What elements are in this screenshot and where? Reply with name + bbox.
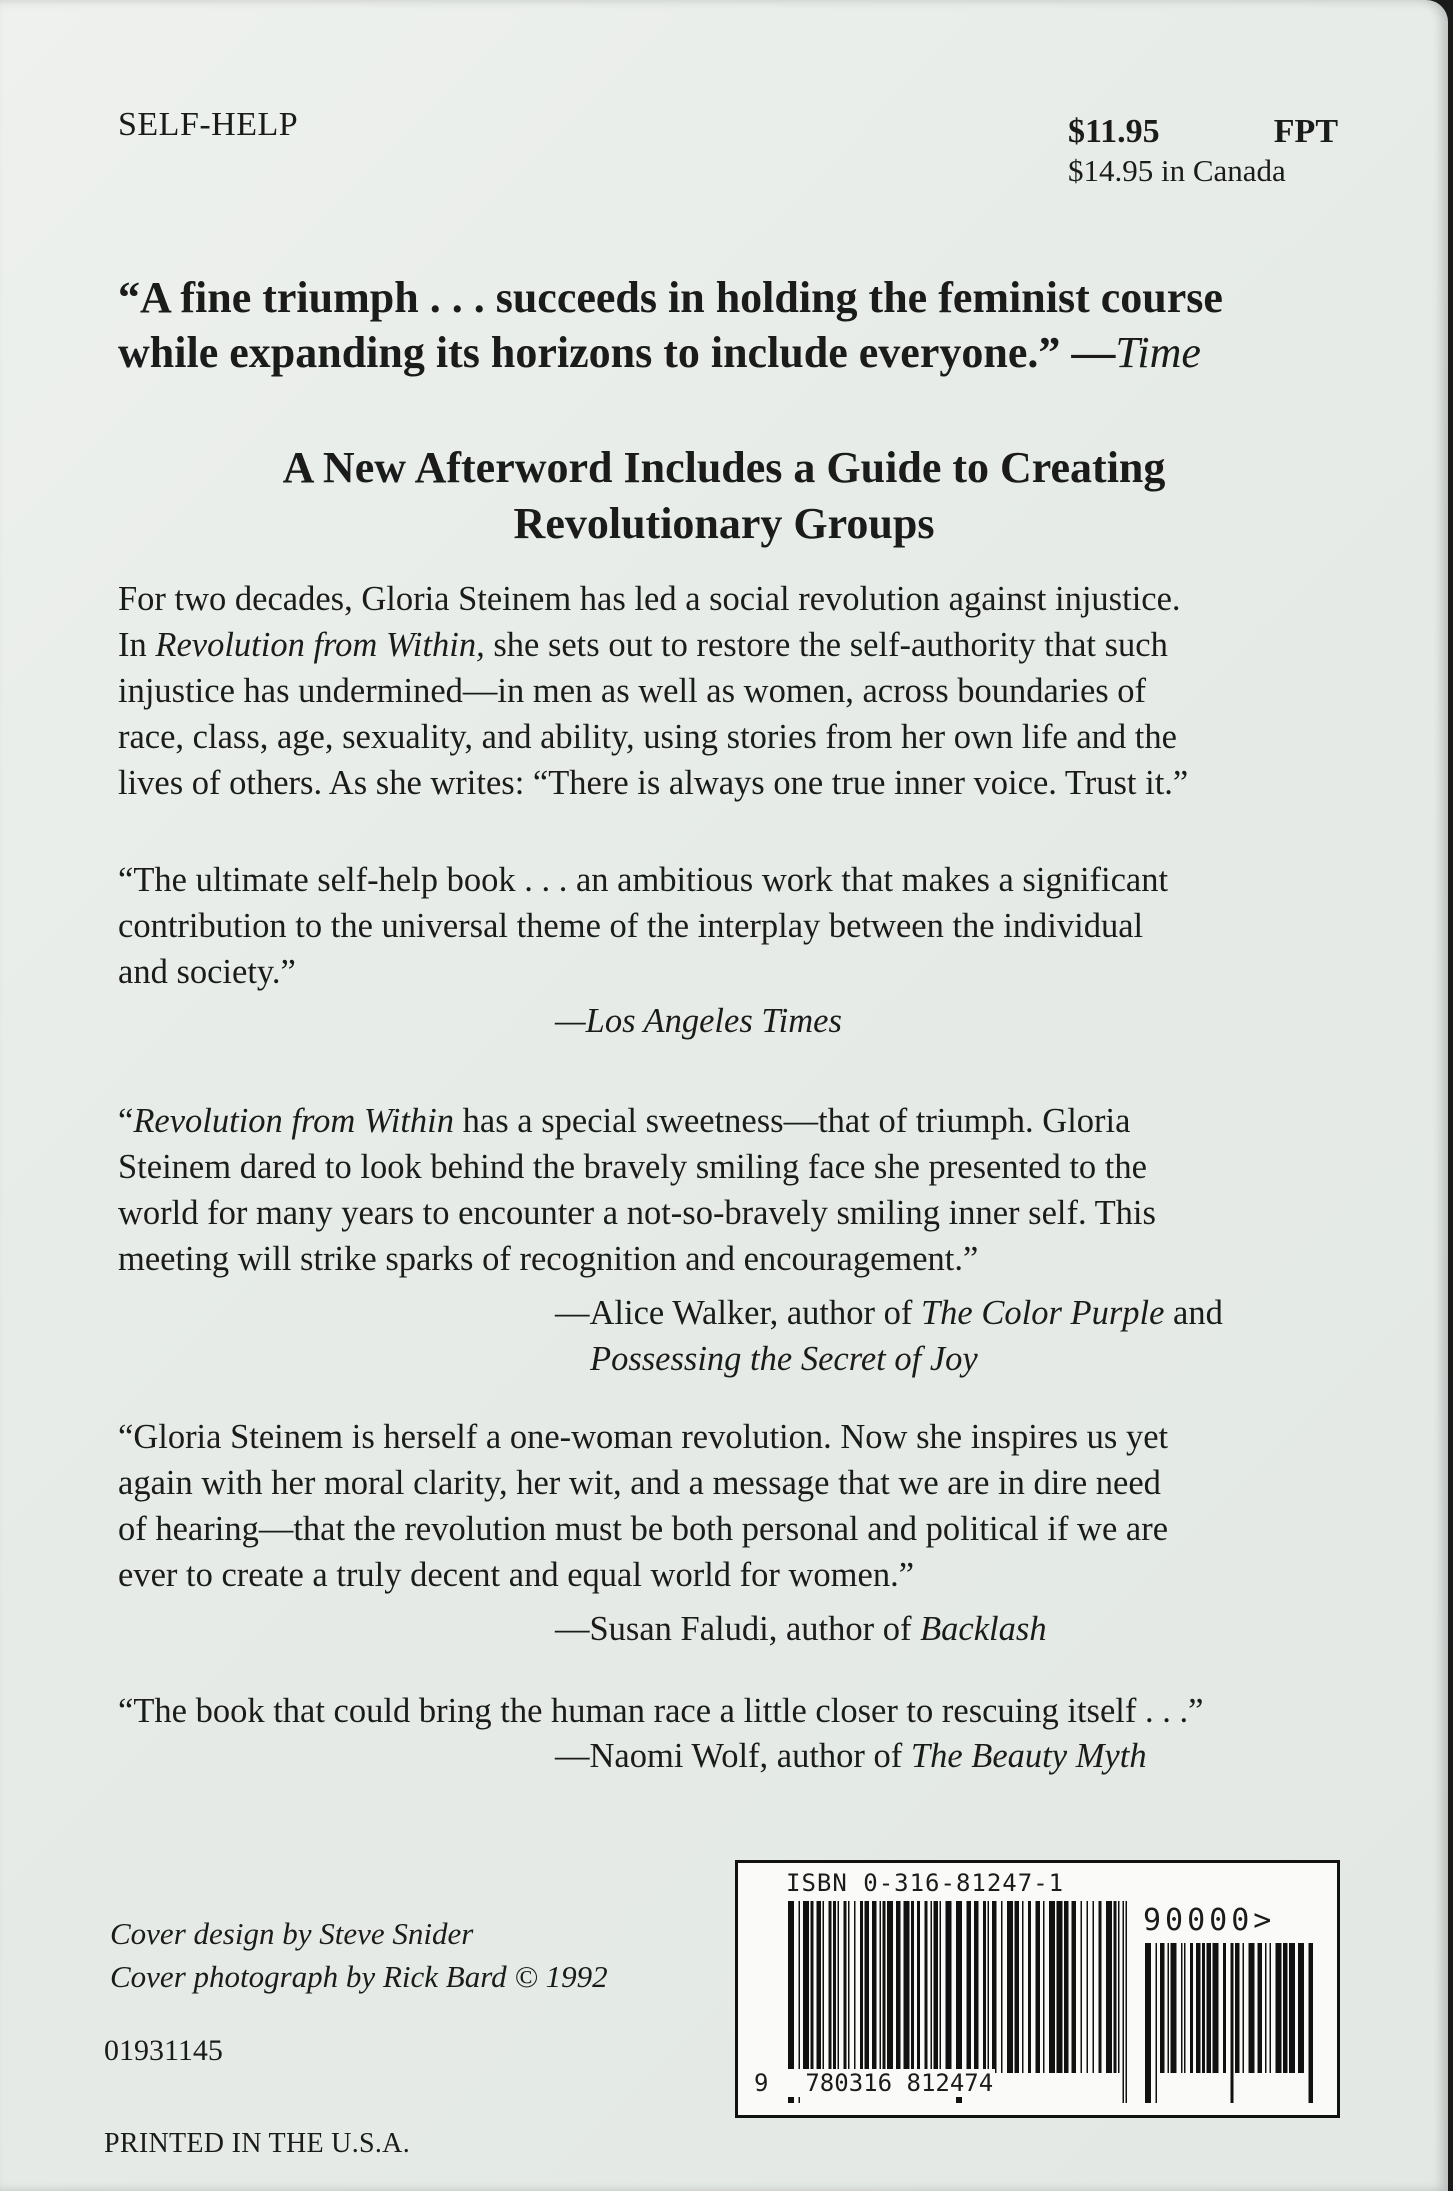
review-line: meeting will strike sparks of recognition and encouragement.” (118, 1240, 979, 1278)
barcode-bar (1145, 1943, 1151, 2103)
barcode-bar (1213, 1943, 1219, 2073)
description-line: race, class, age, sexuality, and ability, using stories from her own life and the (118, 718, 1177, 756)
barcode-bar (1258, 1943, 1263, 2073)
barcode-bar (1181, 1943, 1183, 2073)
barcode-bar (946, 1901, 952, 2073)
barcode-bar (887, 1901, 893, 2073)
barcode-bar (833, 1901, 836, 2073)
review-line: “The ultimate self-help book . . . an ambitious work that makes a significant (118, 861, 1169, 899)
barcode-bar (1289, 1943, 1295, 2073)
barcode-bar (848, 1901, 850, 2073)
format-code: FPT (1273, 113, 1338, 150)
review-alice-walker (118, 1098, 1348, 1282)
barcode-bar (1043, 1901, 1045, 2073)
barcode-bar (829, 1901, 832, 2073)
barcode-bar (934, 1901, 939, 2073)
barcode-bar (1156, 1943, 1158, 2103)
review-line: again with her moral clarity, her wit, and a message that we are in dire need (118, 1464, 1161, 1502)
book-title: The Beauty Myth (910, 1737, 1147, 1775)
barcode-bar (896, 1901, 901, 2073)
book-title: Revolution from Within (133, 1102, 455, 1140)
cover-credits (110, 1912, 608, 1998)
barcode-bar (1118, 1901, 1120, 2073)
barcode-bar (1231, 1943, 1234, 2103)
barcode-bar (1081, 1901, 1083, 2073)
barcode-bar (931, 1901, 933, 2073)
headline-quote-source: Time (1115, 328, 1201, 377)
barcode-bar (865, 1901, 870, 2073)
barcode-bar (1015, 1901, 1020, 2073)
barcode-bar (1202, 1943, 1205, 2073)
barcode-bar (1123, 1901, 1125, 2103)
book-title: Backlash (920, 1610, 1047, 1648)
isbn-label: ISBN 0-316-81247-1 (786, 1869, 1065, 1897)
review-line: and society.” (118, 953, 296, 991)
barcode-bar (883, 1901, 886, 2073)
headline-quote-line: while expanding its horizons to include everyone.” — (118, 328, 1116, 377)
barcode-bar (988, 1901, 990, 2073)
book-title: The Color Purple (920, 1294, 1165, 1332)
price-addon-code: 90000> (1143, 1903, 1276, 1938)
barcode-bar (983, 1901, 986, 2073)
description-text: she sets out to restore the self-authority that such (484, 626, 1168, 664)
description-text: In (118, 626, 156, 664)
barcode-bar (1114, 1901, 1117, 2073)
canada-price: $14.95 in Canada (1068, 153, 1286, 188)
price: $11.95 (1068, 113, 1160, 150)
ean-digits (752, 2069, 995, 2097)
book-title: Revolution from Within, (155, 626, 485, 664)
barcode-bar (854, 1901, 856, 2073)
barcode-bar (1235, 1943, 1240, 2073)
attribution-text: and (1164, 1294, 1223, 1332)
barcode-bar (940, 1901, 942, 2073)
barcode-bar (811, 1901, 814, 2073)
barcode-bar (1223, 1943, 1226, 2073)
barcode-bar (817, 1901, 822, 2073)
barcode-bar (1093, 1901, 1095, 2073)
description-line: lives of others. As she writes: “There is always one true inner voice. Trust it.” (118, 764, 1189, 802)
barcode-bar (1022, 1901, 1024, 2073)
barcode-bar (1265, 1943, 1267, 2073)
printed-in-label: PRINTED IN THE U.S.A. (104, 2128, 411, 2159)
barcode-bar (1099, 1901, 1102, 2073)
barcode-bar (1207, 1943, 1212, 2073)
barcode-bar (1126, 1901, 1128, 2103)
barcode-bar (1087, 1901, 1089, 2073)
cover-photo-credit: Cover photograph by Rick Bard © 1992 (110, 1959, 608, 1994)
barcode-bar (1057, 1901, 1063, 2073)
barcode-bar (1243, 1943, 1245, 2073)
description-line: injustice has undermined—in men as well as women, across boundaries of (118, 672, 1147, 710)
price-block (1068, 113, 1338, 189)
barcode-bar (860, 1901, 863, 2073)
category-label: SELF-HELP (118, 106, 299, 143)
barcode-bar (1007, 1901, 1013, 2073)
afterword-heading-line: A New Afterword Includes a Guide to Creating (282, 443, 1166, 492)
barcode-bar (872, 1901, 877, 2073)
review-line: “The book that could bring the human race a little closer to rescuing itself . . .” (118, 1692, 1204, 1730)
barcode-bar (911, 1901, 914, 2073)
review-attribution (555, 1606, 1047, 1652)
barcode-bar (880, 1901, 882, 2073)
barcode-bar (838, 1901, 840, 2073)
barcode-bar (904, 1901, 910, 2073)
barcode-bar (1036, 1901, 1041, 2073)
review-naomi-wolf (118, 1688, 1348, 1734)
review-susan-faludi (118, 1414, 1348, 1598)
afterword-heading (0, 440, 1448, 552)
review-line: world for many years to encounter a not-so-bravely smiling inner self. This (118, 1194, 1156, 1232)
barcode-bar (844, 1901, 847, 2073)
barcode-bar (1064, 1901, 1069, 2073)
ean-remaining-digits: 780316 812474 (805, 2069, 994, 2097)
description-paragraph (118, 576, 1348, 806)
barcode-bar (1171, 1943, 1177, 2073)
review-line: Steinem dared to look behind the bravely smiling face she presented to the (118, 1148, 1147, 1186)
barcode-bar (1184, 1943, 1186, 2073)
barcode-bar (1283, 1943, 1288, 2073)
barcode-bar (1270, 1943, 1272, 2073)
review-line: of hearing—that the revolution must be both personal and political if we are (118, 1510, 1169, 1548)
barcode-bar (1249, 1943, 1255, 2073)
barcode-bar (1106, 1901, 1112, 2073)
barcode-bar (803, 1901, 809, 2073)
book-title: Possessing the Secret of Joy (590, 1340, 978, 1378)
attribution-text: —Alice Walker, author of (555, 1294, 921, 1332)
barcode-bar (1072, 1901, 1077, 2073)
barcode-bar (1276, 1943, 1282, 2073)
barcode-bar (1160, 1943, 1165, 2073)
barcode-bar (1298, 1943, 1304, 2073)
barcode-bar (1028, 1901, 1031, 2073)
review-text: “ (118, 1102, 134, 1140)
review-line: ever to create a truly decent and equal world for women.” (118, 1556, 915, 1594)
barcode-bar (974, 1901, 979, 2073)
barcode-bar (925, 1901, 928, 2073)
barcode-bar (823, 1901, 825, 2073)
headline-quote-line: “A fine triumph . . . succeeds in holding the feminist course (118, 273, 1223, 322)
barcode-bar (967, 1901, 972, 2073)
barcode-bar (1168, 1943, 1170, 2073)
review-attribution (555, 1290, 1223, 1382)
afterword-heading-line: Revolutionary Groups (513, 499, 935, 548)
cover-design-credit: Cover design by Steve Snider (110, 1916, 474, 1951)
review-text: has a special sweetness—that of triumph. Gloria (454, 1102, 1131, 1140)
barcode-bar (1190, 1943, 1193, 2073)
description-line: For two decades, Gloria Steinem has led a social revolution against injustice. (118, 580, 1181, 618)
barcode-bar (1196, 1943, 1201, 2073)
addon-barcode-bars (1143, 1943, 1313, 2103)
barcode-bar (1001, 1901, 1003, 2073)
review-line: contribution to the universal theme of the interplay between the individual (118, 907, 1144, 945)
barcode-bar (992, 1901, 997, 2073)
review-los-angeles-times (118, 857, 1348, 995)
review-line: “Gloria Steinem is herself a one-woman revolution. Now she inspires us yet (118, 1418, 1169, 1456)
headline-quote (118, 270, 1358, 380)
review-attribution: —Los Angeles Times (555, 1002, 842, 1040)
barcode-bar (917, 1901, 920, 2073)
barcode-bar (1309, 1943, 1314, 2103)
ean-first-digit: 9 (754, 2069, 769, 2097)
attribution-text: —Naomi Wolf, author of (555, 1737, 911, 1775)
barcode-box (735, 1860, 1340, 2118)
attribution-text: —Susan Faludi, author of (555, 1610, 921, 1648)
review-attribution (555, 1733, 1147, 1779)
barcode-bar (1049, 1901, 1055, 2073)
catalog-number: 01931145 (104, 2034, 223, 2067)
